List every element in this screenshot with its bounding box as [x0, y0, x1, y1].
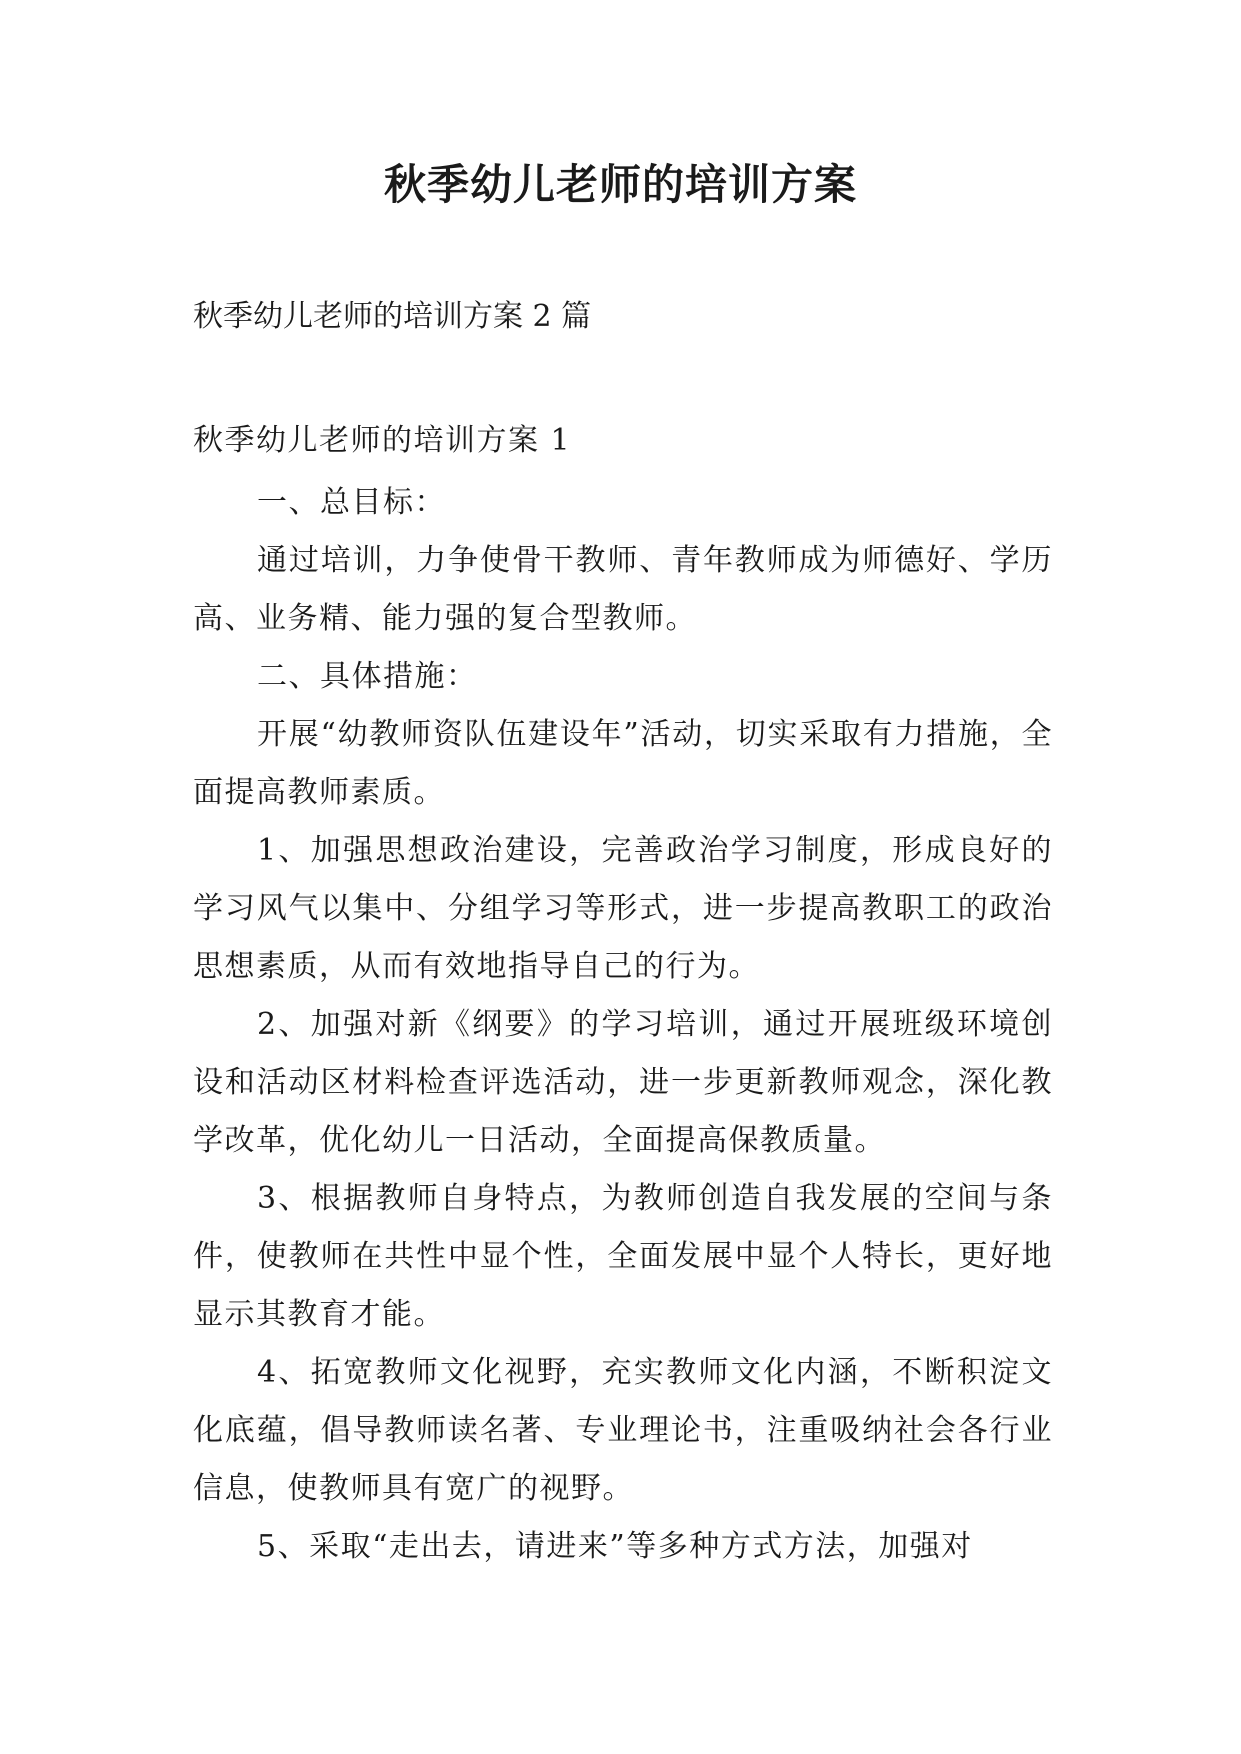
document-title: 秋季幼儿老师的培训方案 [383, 160, 857, 209]
paragraph: 5、采取“走出去，请进来”等多种方式方法，加强对 [257, 1529, 973, 1564]
paragraph: 二、具体措施： [257, 659, 478, 694]
section-heading: 秋季幼儿老师的培训方案 1 [193, 423, 572, 458]
paragraph: 一、总目标： [257, 485, 446, 520]
paragraph: 4、拓宽教师文化视野，充实教师文化内涵，不断积淀文化底蕴，倡导教师读名著、专业理论书，注重吸纳社会各行业信息，使教师具有宽广的视野。 [193, 1355, 1053, 1506]
paragraph: 开展“幼教师资队伍建设年”活动，切实采取有力措施，全面提高教师素质。 [193, 717, 1053, 810]
paragraph: 3、根据教师自身特点，为教师创造自我发展的空间与条件，使教师在共性中显个性，全面发展中显个人特长，更好地显示其教育才能。 [193, 1181, 1053, 1332]
document-body [193, 412, 1053, 1576]
document-subtitle: 秋季幼儿老师的培训方案 2 篇 [193, 299, 592, 334]
paragraph: 1、加强思想政治建设，完善政治学习制度，形成良好的学习风气以集中、分组学习等形式，进一步提高教职工的政治思想素质，从而有效地指导自己的行为。 [193, 833, 1053, 984]
paragraph: 2、加强对新《纲要》的学习培训，通过开展班级环境创设和活动区材料检查评选活动，进一步更新教师观念，深化教学改革，优化幼儿一日活动，全面提高保教质量。 [193, 1007, 1053, 1158]
paragraph: 通过培训，力争使骨干教师、青年教师成为师德好、学历高、业务精、能力强的复合型教师。 [193, 543, 1053, 636]
